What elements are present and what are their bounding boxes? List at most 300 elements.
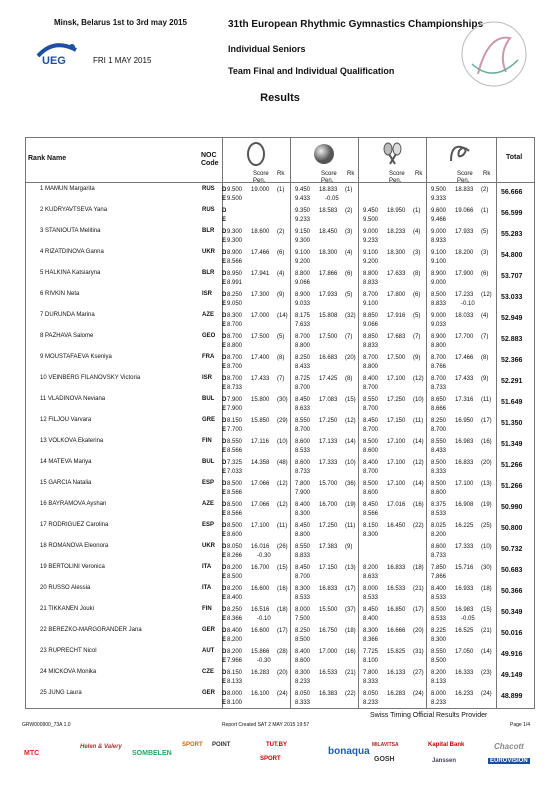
apparatus-rank: (18) bbox=[277, 607, 288, 613]
d-label: D bbox=[222, 313, 227, 319]
athlete-name: 21 TIKKANEN Jouki bbox=[40, 606, 94, 612]
apparatus-rank: (17) bbox=[277, 628, 288, 634]
e-score: 8.600 bbox=[295, 658, 311, 664]
d-score: 8.200 bbox=[431, 670, 447, 676]
e-score: 8.700 bbox=[295, 385, 311, 391]
apparatus-rank: (6) bbox=[277, 250, 285, 256]
apparatus-score: 16.100 bbox=[251, 691, 270, 697]
apparatus-score: 17.250 bbox=[387, 397, 406, 403]
table-row bbox=[26, 478, 534, 499]
table-row bbox=[26, 562, 534, 583]
d-label: D bbox=[222, 334, 227, 340]
athlete-name: 1 MAMUN Margarita bbox=[40, 186, 95, 192]
hoop-score-label bbox=[253, 171, 269, 185]
e-score: 8.300 bbox=[431, 637, 447, 643]
e-score: 8.700 bbox=[295, 574, 311, 580]
apparatus-score: 17.433 bbox=[251, 376, 270, 382]
table-row bbox=[26, 289, 534, 310]
sponsor-bonaqua: bonaqua bbox=[328, 746, 370, 757]
ball-score-label bbox=[321, 171, 337, 185]
d-score: 7.800 bbox=[295, 481, 311, 487]
e-score: 8.800 bbox=[431, 343, 447, 349]
total-score: 51.266 bbox=[501, 462, 523, 469]
e-score: 8.233 bbox=[363, 700, 379, 706]
e-score: 8.700 bbox=[363, 406, 379, 412]
e-score: 8.700 bbox=[227, 364, 243, 370]
e-score: 8.666 bbox=[431, 406, 447, 412]
e-score: 9.100 bbox=[431, 259, 447, 265]
total-score: 52.949 bbox=[501, 315, 523, 322]
clubs-header bbox=[358, 138, 426, 183]
apparatus-score: 16.225 bbox=[455, 523, 474, 529]
d-label: D bbox=[222, 355, 227, 361]
apparatus-rank: (7) bbox=[277, 376, 285, 382]
e-score: 8.600 bbox=[227, 532, 243, 538]
apparatus-score: 16.383 bbox=[319, 691, 338, 697]
apparatus-score: 15.500 bbox=[319, 607, 338, 613]
sponsor-mtc: MTC bbox=[24, 750, 40, 757]
e-score: 8.533 bbox=[295, 448, 311, 454]
d-score: 8.800 bbox=[295, 271, 311, 277]
apparatus-rank: (12) bbox=[277, 502, 288, 508]
d-score: 8.500 bbox=[227, 481, 243, 487]
e-score: 8.800 bbox=[363, 364, 379, 370]
table-row bbox=[26, 583, 534, 604]
athlete-name: 5 HALKINA Katsiaryna bbox=[40, 270, 101, 276]
apparatus-rank: (14) bbox=[413, 481, 424, 487]
d-score: 8.700 bbox=[431, 376, 447, 382]
noc-code: AZE bbox=[202, 312, 214, 318]
noc-label: NOC bbox=[201, 152, 217, 159]
d-score: 8.025 bbox=[431, 523, 447, 529]
e-score: 9.050 bbox=[227, 301, 243, 307]
total-score: 50.016 bbox=[501, 630, 523, 637]
apparatus-rank: (7) bbox=[481, 334, 489, 340]
apparatus-rank: (10) bbox=[481, 544, 492, 550]
apparatus-score: 17.933 bbox=[319, 292, 338, 298]
total-score: 52.883 bbox=[501, 336, 523, 343]
apparatus-score: 18.233 bbox=[387, 229, 406, 235]
apparatus-rank: (4) bbox=[345, 250, 353, 256]
d-label: D bbox=[222, 397, 227, 403]
apparatus-rank: (13) bbox=[345, 565, 356, 571]
d-score: 7.850 bbox=[431, 565, 447, 571]
noc-code: BLR bbox=[202, 270, 215, 276]
d-label: D bbox=[222, 292, 227, 298]
apparatus-rank: (22) bbox=[413, 523, 424, 529]
e-label: E bbox=[222, 532, 227, 538]
apparatus-rank: (9) bbox=[481, 376, 489, 382]
d-label: D bbox=[222, 229, 227, 235]
apparatus-rank: (20) bbox=[413, 628, 424, 634]
e-label: E bbox=[222, 511, 227, 517]
sponsor-chacott: Chacott bbox=[494, 742, 524, 751]
apparatus-score: 16.233 bbox=[455, 691, 474, 697]
apparatus-score: 16.283 bbox=[387, 691, 406, 697]
championship-logo-icon bbox=[458, 14, 530, 96]
d-score: 8.500 bbox=[431, 607, 447, 613]
total-score: 50.683 bbox=[501, 567, 523, 574]
athlete-name: 20 RUSSO Alessia bbox=[40, 585, 91, 591]
d-score: 9.450 bbox=[363, 208, 379, 214]
d-e-labels bbox=[222, 585, 226, 603]
e-score: 9.033 bbox=[295, 301, 311, 307]
table-row bbox=[26, 667, 534, 688]
apparatus-score: 16.525 bbox=[455, 628, 474, 634]
d-e-labels bbox=[222, 501, 226, 519]
clubs-rk-label: Rk bbox=[415, 171, 423, 177]
apparatus-score: 17.500 bbox=[251, 334, 270, 340]
noc-code: AZE bbox=[202, 501, 214, 507]
apparatus-rank: (24) bbox=[277, 691, 288, 697]
d-score: 8.050 bbox=[295, 691, 311, 697]
apparatus-score: 17.333 bbox=[455, 544, 474, 550]
e-score: 9.333 bbox=[431, 196, 447, 202]
noc-code: UKR bbox=[202, 543, 215, 549]
apparatus-score: 17.633 bbox=[387, 271, 406, 277]
table-row bbox=[26, 394, 534, 415]
apparatus-score: 17.900 bbox=[455, 271, 474, 277]
d-score: 9.000 bbox=[431, 229, 447, 235]
d-score: 8.500 bbox=[431, 481, 447, 487]
d-score: 8.725 bbox=[295, 376, 311, 382]
apparatus-rank: (12) bbox=[277, 481, 288, 487]
d-score: 8.400 bbox=[431, 586, 447, 592]
d-score: 7.325 bbox=[227, 460, 243, 466]
d-score: 9.500 bbox=[227, 187, 243, 193]
apparatus-rank: (5) bbox=[413, 313, 421, 319]
apparatus-score: 18.300 bbox=[319, 250, 338, 256]
apparatus-rank: (2) bbox=[277, 229, 285, 235]
e-score: 8.800 bbox=[295, 343, 311, 349]
apparatus-score: 17.933 bbox=[455, 229, 474, 235]
penalty: -0.05 bbox=[461, 616, 475, 622]
d-score: 8.050 bbox=[227, 544, 243, 550]
apparatus-score: 17.250 bbox=[319, 418, 338, 424]
apparatus-rank: (11) bbox=[277, 523, 288, 529]
athlete-name: 19 BERTOLINI Veronica bbox=[40, 564, 105, 570]
e-score: 8.700 bbox=[227, 322, 243, 328]
e-score: 8.633 bbox=[363, 574, 379, 580]
d-score: 8.450 bbox=[363, 418, 379, 424]
e-score: 9.066 bbox=[295, 280, 311, 286]
d-label: D bbox=[222, 439, 227, 445]
e-label: E bbox=[222, 448, 227, 454]
e-score: 8.991 bbox=[227, 280, 243, 286]
d-score: 8.150 bbox=[363, 523, 379, 529]
apparatus-score: 17.683 bbox=[387, 334, 406, 340]
e-score: 8.533 bbox=[363, 595, 379, 601]
apparatus-rank: (6) bbox=[481, 271, 489, 277]
d-score: 8.000 bbox=[227, 691, 243, 697]
apparatus-rank: (9) bbox=[277, 292, 285, 298]
d-e-labels bbox=[222, 186, 226, 204]
sponsor-point: POINT bbox=[212, 742, 231, 748]
e-score: 8.700 bbox=[363, 469, 379, 475]
athlete-name: 8 PAZHAVA Salome bbox=[40, 333, 94, 339]
apparatus-rank: (9) bbox=[413, 355, 421, 361]
apparatus-rank: (21) bbox=[413, 586, 424, 592]
d-e-labels bbox=[222, 291, 226, 309]
apparatus-rank: (21) bbox=[345, 670, 356, 676]
d-score: 8.900 bbox=[295, 292, 311, 298]
d-score: 9.600 bbox=[431, 208, 447, 214]
d-label: D bbox=[222, 523, 227, 529]
e-score: 8.400 bbox=[227, 595, 243, 601]
e-score: 8.366 bbox=[227, 616, 243, 622]
ueg-logo-text: UEG bbox=[42, 55, 66, 67]
d-score: 8.550 bbox=[295, 544, 311, 550]
apparatus-rank: (16) bbox=[481, 439, 492, 445]
table-header bbox=[26, 138, 534, 183]
score-label: Score bbox=[389, 171, 405, 177]
d-score: 8.850 bbox=[363, 313, 379, 319]
apparatus-rank: (10) bbox=[277, 439, 288, 445]
e-score: 7.900 bbox=[295, 490, 311, 496]
e-label: E bbox=[222, 196, 227, 202]
d-label: D bbox=[222, 565, 227, 571]
e-score: 9.200 bbox=[295, 259, 311, 265]
apparatus-rank: (2) bbox=[481, 187, 489, 193]
apparatus-rank: (16) bbox=[345, 649, 356, 655]
d-score: 8.200 bbox=[363, 565, 379, 571]
apparatus-rank: (16) bbox=[413, 502, 424, 508]
d-e-labels bbox=[222, 627, 226, 645]
d-e-labels bbox=[222, 396, 226, 414]
sponsor-eurovision: EUROVISION bbox=[490, 758, 528, 764]
apparatus-score: 18.300 bbox=[387, 250, 406, 256]
table-row bbox=[26, 352, 534, 373]
noc-code: ESP bbox=[202, 522, 215, 528]
ball-header bbox=[290, 138, 358, 183]
e-score: 7.633 bbox=[295, 322, 311, 328]
d-score: 8.375 bbox=[431, 502, 447, 508]
e-label: E bbox=[222, 553, 227, 559]
d-e-labels bbox=[222, 333, 226, 351]
noc-code: UKR bbox=[202, 249, 215, 255]
e-score: 8.233 bbox=[295, 679, 311, 685]
apparatus-rank: (5) bbox=[277, 334, 285, 340]
ball-rk-label: Rk bbox=[347, 171, 355, 177]
d-e-labels bbox=[222, 438, 226, 456]
apparatus-score: 17.433 bbox=[455, 376, 474, 382]
d-score: 9.100 bbox=[363, 250, 379, 256]
apparatus-rank: (7) bbox=[413, 334, 421, 340]
apparatus-rank: (15) bbox=[345, 397, 356, 403]
total-score: 49.149 bbox=[501, 672, 523, 679]
e-score: 8.333 bbox=[295, 700, 311, 706]
d-score: 8.450 bbox=[295, 565, 311, 571]
total-score: 49.916 bbox=[501, 651, 523, 658]
apparatus-score: 17.250 bbox=[319, 523, 338, 529]
sponsor-gosh: GOSH bbox=[374, 756, 395, 763]
e-score: 9.300 bbox=[295, 238, 311, 244]
apparatus-score: 17.333 bbox=[319, 460, 338, 466]
apparatus-rank: (18) bbox=[413, 565, 424, 571]
pen-label: Pen. bbox=[253, 178, 266, 184]
apparatus-score: 18.950 bbox=[387, 208, 406, 214]
d-score: 8.800 bbox=[363, 271, 379, 277]
total-score: 55.283 bbox=[501, 231, 523, 238]
apparatus-score: 17.466 bbox=[455, 355, 474, 361]
d-score: 8.300 bbox=[295, 670, 311, 676]
d-e-labels bbox=[222, 669, 226, 687]
apparatus-score: 18.200 bbox=[455, 250, 474, 256]
apparatus-score: 17.700 bbox=[455, 334, 474, 340]
ribbon-icon bbox=[447, 141, 473, 167]
e-score: 8.600 bbox=[363, 448, 379, 454]
e-score: 8.800 bbox=[227, 343, 243, 349]
apparatus-score: 17.000 bbox=[319, 649, 338, 655]
apparatus-rank: (12) bbox=[481, 292, 492, 298]
e-label: E bbox=[222, 574, 227, 580]
athlete-name: 2 KUDRYAVTSEVA Yana bbox=[40, 207, 108, 213]
apparatus-score: 19.000 bbox=[251, 187, 270, 193]
apparatus-score: 17.500 bbox=[319, 334, 338, 340]
ribbon-header bbox=[426, 138, 496, 183]
total-score: 51.349 bbox=[501, 441, 523, 448]
apparatus-rank: (18) bbox=[345, 628, 356, 634]
pen-label: Pen. bbox=[389, 178, 402, 184]
apparatus-score: 17.050 bbox=[455, 649, 474, 655]
d-score: 8.700 bbox=[431, 355, 447, 361]
athlete-name: 14 MATEVA Mariya bbox=[40, 459, 92, 465]
apparatus-rank: (18) bbox=[481, 586, 492, 592]
e-score: 9.233 bbox=[295, 217, 311, 223]
noc-code: FIN bbox=[202, 438, 212, 444]
total-score: 54.800 bbox=[501, 252, 523, 259]
d-label: D bbox=[222, 628, 227, 634]
sponsor-sport-tv: SPORT bbox=[260, 756, 281, 762]
apparatus-rank: (4) bbox=[413, 229, 421, 235]
noc-code-header bbox=[201, 152, 219, 168]
e-score: 8.733 bbox=[295, 469, 311, 475]
apparatus-rank: (9) bbox=[345, 544, 353, 550]
apparatus-score: 19.066 bbox=[455, 208, 474, 214]
d-e-labels bbox=[222, 480, 226, 498]
e-label: E bbox=[222, 469, 227, 475]
d-score: 8.850 bbox=[363, 334, 379, 340]
apparatus-rank: (12) bbox=[413, 460, 424, 466]
athlete-name: 11 VLADINOVA Neviana bbox=[40, 396, 106, 402]
e-score: 8.700 bbox=[363, 427, 379, 433]
athlete-name: 24 MICKOVA Monika bbox=[40, 669, 97, 675]
e-score: 8.133 bbox=[431, 679, 447, 685]
d-label: D bbox=[222, 691, 227, 697]
apparatus-rank: (8) bbox=[277, 355, 285, 361]
d-score: 9.350 bbox=[295, 208, 311, 214]
d-score: 8.500 bbox=[431, 460, 447, 466]
hoop-rk-label: Rk bbox=[277, 171, 285, 177]
apparatus-score: 15.866 bbox=[251, 649, 270, 655]
d-score: 9.150 bbox=[295, 229, 311, 235]
d-score: 9.100 bbox=[295, 250, 311, 256]
d-score: 9.100 bbox=[431, 250, 447, 256]
e-score: 8.233 bbox=[431, 700, 447, 706]
d-score: 8.600 bbox=[295, 439, 311, 445]
apparatus-rank: (25) bbox=[481, 523, 492, 529]
noc-code: CZE bbox=[202, 669, 214, 675]
d-score: 8.400 bbox=[363, 376, 379, 382]
e-score: 8.533 bbox=[431, 595, 447, 601]
athlete-name: 25 JUNG Laura bbox=[40, 690, 82, 696]
d-label: D bbox=[222, 586, 227, 592]
d-score: 8.300 bbox=[363, 628, 379, 634]
apparatus-score: 17.100 bbox=[387, 481, 406, 487]
d-score: 8.500 bbox=[227, 523, 243, 529]
apparatus-score: 17.066 bbox=[251, 502, 270, 508]
table-row bbox=[26, 499, 534, 520]
report-created: Report Created SAT 2 MAY 2015 19:57 bbox=[222, 722, 310, 728]
d-score: 8.150 bbox=[227, 670, 243, 676]
d-score: 8.225 bbox=[431, 628, 447, 634]
apparatus-score: 15.850 bbox=[251, 418, 270, 424]
noc-code: RUS bbox=[202, 207, 215, 213]
apparatus-score: 18.833 bbox=[455, 187, 474, 193]
apparatus-score: 15.800 bbox=[251, 397, 270, 403]
total-label: Total bbox=[506, 154, 523, 161]
noc-code: GER bbox=[202, 627, 216, 633]
e-label: E bbox=[222, 343, 227, 349]
table-row bbox=[26, 226, 534, 247]
apparatus-rank: (17) bbox=[345, 586, 356, 592]
apparatus-rank: (8) bbox=[481, 355, 489, 361]
athlete-name: 13 VOLKOVA Ekaterina bbox=[40, 438, 104, 444]
noc-code: ESP bbox=[202, 480, 215, 486]
e-score: 8.833 bbox=[431, 301, 447, 307]
e-score: 8.600 bbox=[363, 490, 379, 496]
d-score: 9.500 bbox=[431, 187, 447, 193]
d-score: 8.550 bbox=[227, 439, 243, 445]
table-row bbox=[26, 541, 534, 562]
e-label: E bbox=[222, 658, 227, 664]
d-score: 8.250 bbox=[431, 418, 447, 424]
apparatus-score: 17.316 bbox=[455, 397, 474, 403]
e-score: 9.300 bbox=[227, 238, 243, 244]
d-e-labels bbox=[222, 207, 226, 225]
apparatus-score: 17.466 bbox=[251, 250, 270, 256]
e-label: E bbox=[222, 322, 227, 328]
d-score: 8.900 bbox=[227, 250, 243, 256]
total-score: 52.366 bbox=[501, 357, 523, 364]
d-score: 9.000 bbox=[363, 229, 379, 235]
noc-code: ISR bbox=[202, 375, 213, 381]
apparatus-rank: (1) bbox=[345, 187, 353, 193]
apparatus-rank: (48) bbox=[277, 460, 288, 466]
e-score: 8.833 bbox=[295, 553, 311, 559]
apparatus-rank: (14) bbox=[345, 439, 356, 445]
d-score: 8.000 bbox=[363, 586, 379, 592]
e-score: 9.433 bbox=[295, 196, 311, 202]
d-score: 8.550 bbox=[295, 418, 311, 424]
d-score: 8.250 bbox=[227, 607, 243, 613]
apparatus-rank: (12) bbox=[345, 418, 356, 424]
apparatus-rank: (8) bbox=[413, 271, 421, 277]
e-score: 8.700 bbox=[363, 385, 379, 391]
apparatus-rank: (14) bbox=[413, 439, 424, 445]
apparatus-score: 16.700 bbox=[319, 502, 338, 508]
e-score: 8.500 bbox=[227, 574, 243, 580]
noc-code: AUT bbox=[202, 648, 215, 654]
athlete-name: 23 RUPRECHT Nicol bbox=[40, 648, 97, 654]
athlete-name: 22 BEREZKO-MARGGRANDER Jana bbox=[40, 627, 142, 633]
noc-code: FIN bbox=[202, 606, 212, 612]
apparatus-rank: (30) bbox=[277, 397, 288, 403]
noc-code: ISR bbox=[202, 291, 213, 297]
sponsor-helen: Helen & Valery bbox=[80, 744, 122, 750]
d-score: 8.700 bbox=[227, 355, 243, 361]
apparatus-rank: (36) bbox=[345, 481, 356, 487]
